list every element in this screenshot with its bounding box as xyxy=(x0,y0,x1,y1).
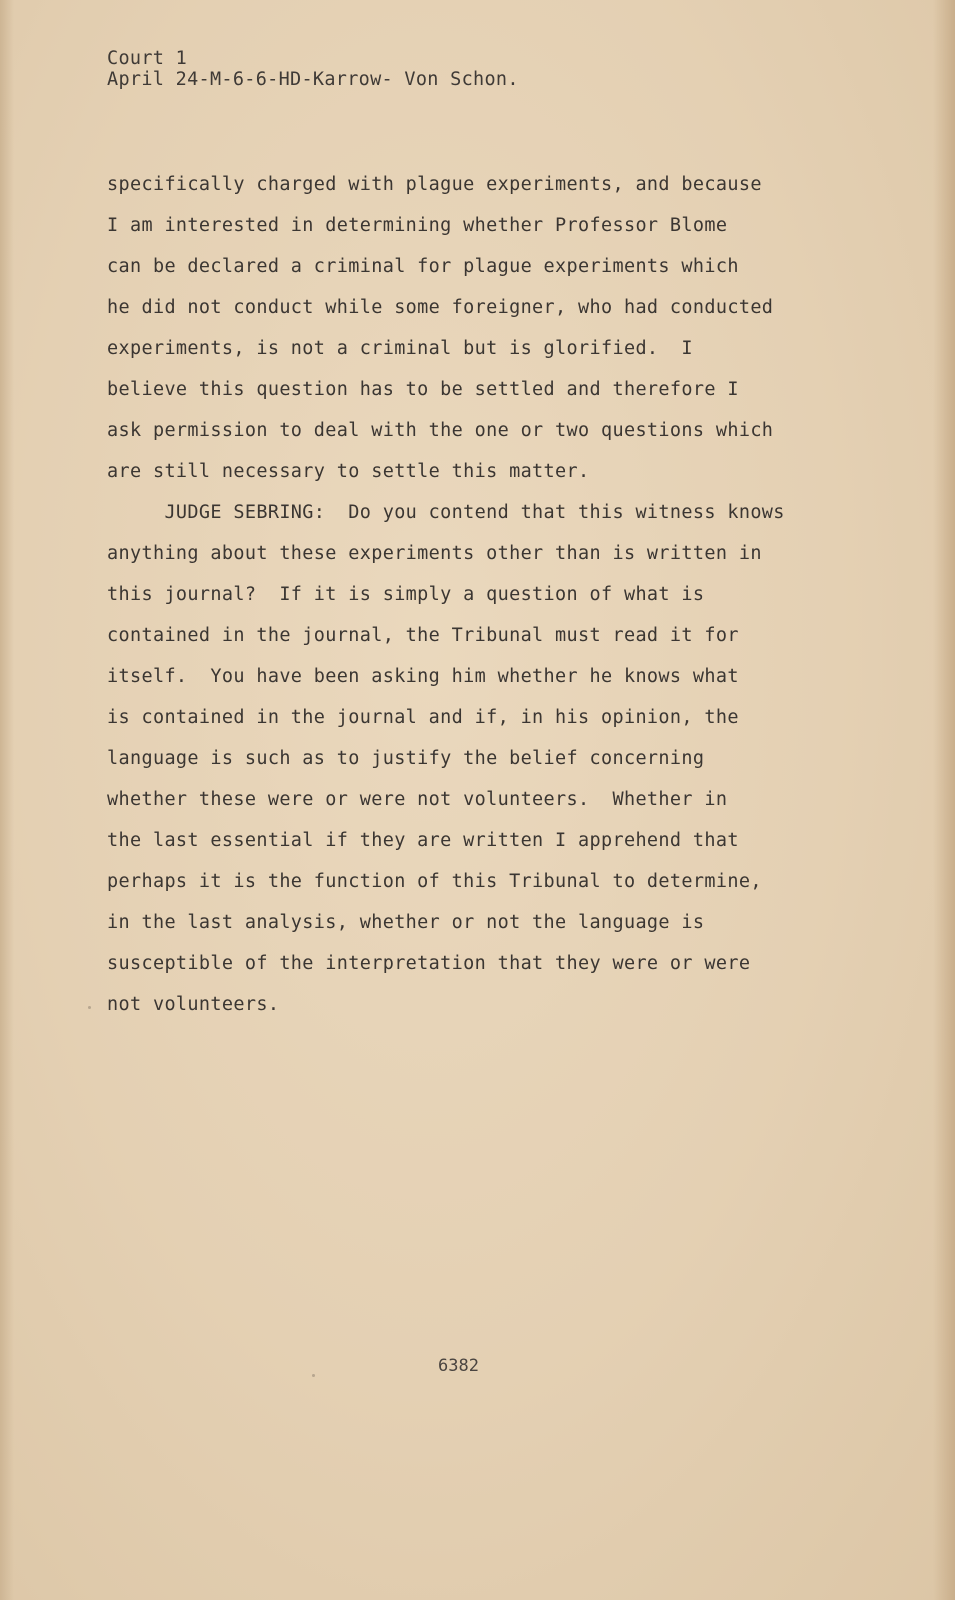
text-line: specifically charged with plague experiments, and because xyxy=(107,174,762,195)
page-edge-right xyxy=(933,0,955,1600)
transcript-body xyxy=(107,164,847,1025)
text-line: this journal? If it is simply a question of what is xyxy=(107,584,705,605)
text-line: the last essential if they are written I apprehend that xyxy=(107,830,739,851)
text-line: anything about these experiments other than is written in xyxy=(107,543,762,564)
document-header xyxy=(107,48,519,90)
text-line: experiments, is not a criminal but is glorified. I xyxy=(107,338,693,359)
text-line: susceptible of the interpretation that they were or were xyxy=(107,953,751,974)
header-session-line: April 24-M-6-6-HD-Karrow- Von Schon. xyxy=(107,69,519,90)
text-line: in the last analysis, whether or not the language is xyxy=(107,912,705,933)
text-line: ask permission to deal with the one or two questions which xyxy=(107,420,774,441)
text-line: can be declared a criminal for plague experiments which xyxy=(107,256,739,277)
paper-speck xyxy=(312,1374,315,1377)
text-line-speaker: JUDGE SEBRING: Do you contend that this witness knows xyxy=(107,502,785,523)
page-number: 6382 xyxy=(438,1356,479,1376)
header-court-line: Court 1 xyxy=(107,48,188,69)
text-line: believe this question has to be settled and therefore I xyxy=(107,379,739,400)
text-line: not volunteers. xyxy=(107,994,280,1015)
text-line: perhaps it is the function of this Tribunal to determine, xyxy=(107,871,762,892)
text-line: are still necessary to settle this matter. xyxy=(107,461,590,482)
text-line: I am interested in determining whether Professor Blome xyxy=(107,215,728,236)
paper-speck xyxy=(88,1006,91,1009)
text-line: itself. You have been asking him whether he knows what xyxy=(107,666,739,687)
page-edge-left xyxy=(0,0,14,1600)
text-line: language is such as to justify the belief concerning xyxy=(107,748,705,769)
text-line: contained in the journal, the Tribunal must read it for xyxy=(107,625,739,646)
text-line: whether these were or were not volunteers. Whether in xyxy=(107,789,728,810)
text-line: he did not conduct while some foreigner, who had conducted xyxy=(107,297,774,318)
text-line: is contained in the journal and if, in his opinion, the xyxy=(107,707,739,728)
